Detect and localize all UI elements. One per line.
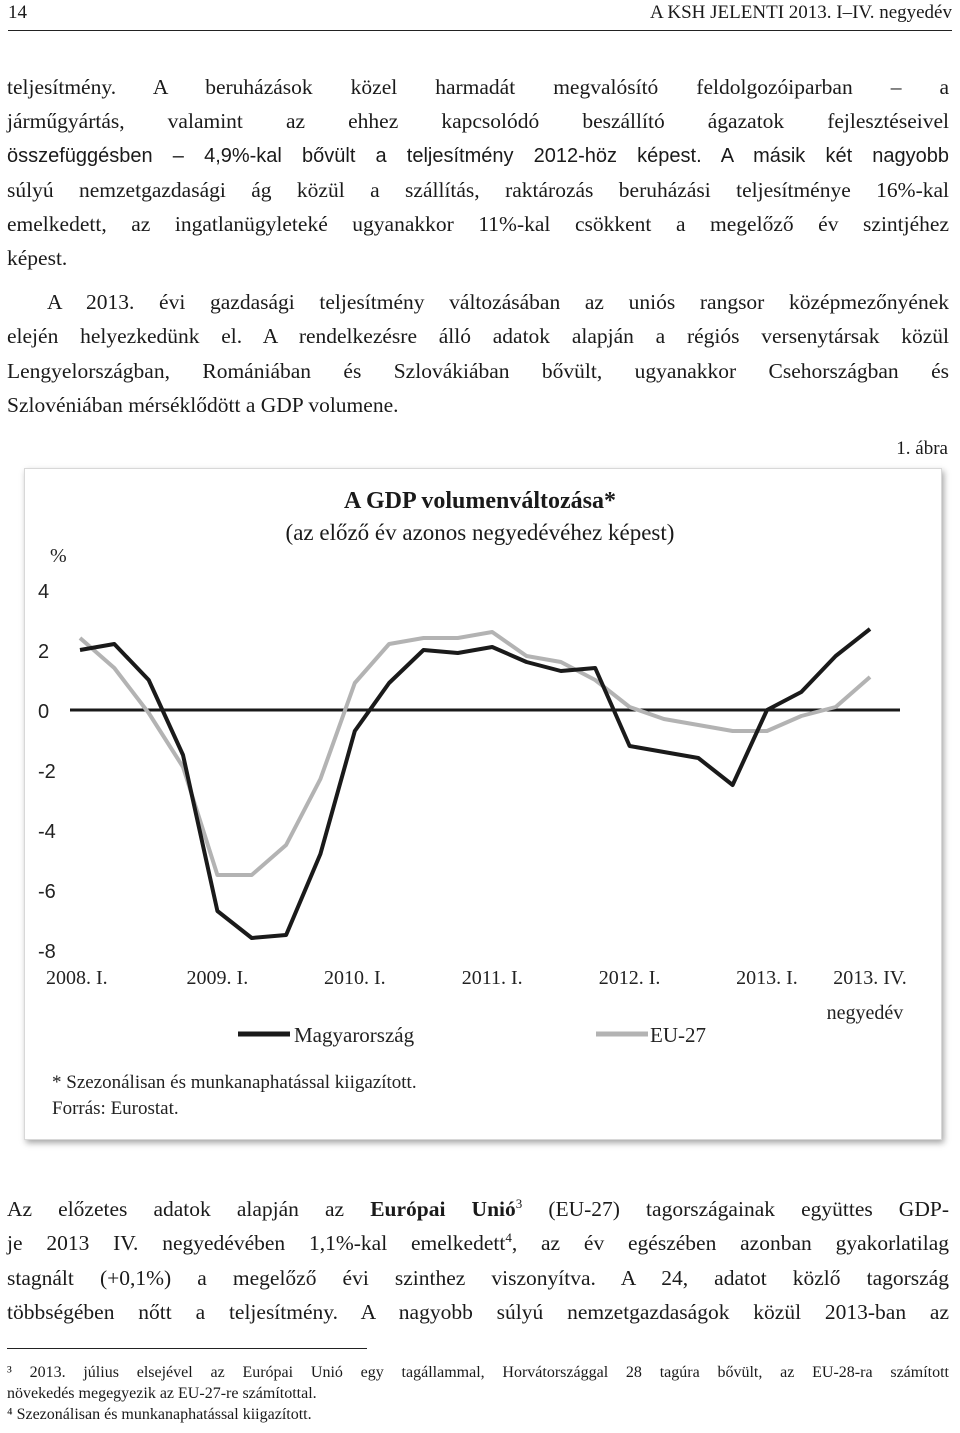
chart-source: Forrás: Eurostat.: [52, 1098, 179, 1119]
y-tick-label: 4: [38, 581, 50, 603]
text-line: A 2013. évi gazdasági teljesítmény változásában az uniós rangsor középmezőnyének: [47, 290, 949, 314]
text-line: járműgyártás, valamint az ehhez kapcsolódó beszállító ágazatok fejlesztéseivel: [7, 109, 949, 134]
text-line: súlyú nemzetgazdasági ág közül a szállítás, raktározás beruházási teljesítménye 16%-kal: [7, 177, 949, 202]
y-axis-label: %: [50, 545, 67, 567]
chart-subtitle: (az előző év azonos negyedévéhez képest): [285, 520, 675, 545]
bold-term: Európai Unió: [370, 1197, 516, 1221]
y-tick-label: -4: [38, 821, 56, 843]
footnote-3-line: ³ 2013. július elsejével az Európai Unió egy tagállammal, Horvátországgal 28 tagúra bővült, az EU-28-ra számított: [7, 1364, 949, 1381]
text-line: képest.: [7, 246, 68, 271]
y-tick-label: -8: [38, 941, 56, 963]
text-line: teljesítmény. A beruházások közel harmadát megvalósító feldolgozóiparban – a: [7, 75, 949, 99]
text-line: elején helyezkedünk el. A rendelkezésre álló adatok alapján a régiós versenytársak közül: [7, 324, 949, 349]
text-fragment: A másik két nagyobb: [720, 144, 950, 167]
series-layer: [80, 629, 870, 938]
legend: [238, 1023, 706, 1047]
text-line: [7, 1226, 949, 1260]
y-tick-label: 0: [38, 701, 50, 723]
x-tick-label: 2010. I.: [323, 967, 386, 989]
running-title: A KSH JELENTI 2013. I–IV. negyedév: [649, 2, 952, 23]
x-tick-label: 2013. IV.: [833, 967, 907, 989]
plot-area: [80, 580, 900, 950]
y-tick-label: -2: [38, 761, 56, 783]
chart-title: A GDP volumenváltozása*: [343, 488, 616, 514]
y-tick-label: 2: [38, 641, 50, 663]
footnote-4: ⁴ Szezonálisan és munkanaphatással kiigazított.: [7, 1406, 312, 1423]
text-fragment: je 2013 IV. negyedévében 1,1%-kal emelkedett: [7, 1231, 506, 1256]
x-tick-label: 2009. I.: [186, 967, 249, 989]
footnote-rule: [7, 1348, 367, 1349]
text-fragment: (EU-27) tagországainak együttes GDP-: [522, 1197, 949, 1221]
y-tick-label: -6: [38, 881, 56, 903]
text-fragment: , az év egészében azonban gyakorlatilag: [511, 1231, 949, 1256]
paragraph-eu: [7, 1192, 949, 1329]
y-tick-labels: [38, 581, 56, 963]
x-tick-label: 2011. I.: [461, 967, 523, 989]
legend-label-hungary: Magyarország: [294, 1023, 415, 1047]
figure-label: 1. ábra: [896, 438, 948, 459]
text-line: stagnált (+0,1%) a megelőző évi szinthez viszonyítva. A 24, adatot közlő tagország: [7, 1265, 949, 1290]
x-tick-label: 2008. I.: [46, 967, 108, 989]
text-line: Szlovéniában mérséklődött a GDP volumene.: [7, 392, 399, 417]
x-axis-label: negyedév: [826, 1002, 904, 1024]
text-line: [7, 1192, 949, 1226]
footnote-ref[interactable]: 3: [515, 1195, 523, 1211]
text-fragment: Az előzetes adatok alapján az: [7, 1197, 371, 1221]
text-line: emelkedett, az ingatlanügyleteké ugyanakkor 11%-kal csökkent a megelőző év szintjéhez: [7, 212, 949, 237]
chart-footnote: * Szezonálisan és munkanaphatással kiigazított.: [52, 1072, 417, 1093]
series-line-eu: [80, 632, 870, 875]
x-tick-labels: [46, 967, 907, 989]
text-line: Lengyelországban, Romániában és Szlovákiában bővült, ugyanakkor Csehországban és: [7, 358, 949, 383]
page-number: 14: [8, 2, 27, 23]
text-fragment: összefüggésben – 4,9%-kal bővült a teljesítmény 2012-höz képest.: [7, 144, 702, 167]
footnote-3-line: növekedés megegyezik az EU-27-re számítottal.: [7, 1385, 317, 1402]
x-tick-label: 2013. I.: [736, 967, 798, 989]
footnotes: [7, 1362, 949, 1425]
series-line-hu: [80, 629, 870, 938]
footnote-ref[interactable]: 4: [505, 1230, 512, 1246]
x-tick-label: 2012. I.: [598, 967, 661, 989]
text-line: többségében nőtt a teljesítmény. A nagyobb súlyú nemzetgazdaságok közül 2013-ban az: [7, 1299, 949, 1324]
legend-label-eu27: EU-27: [650, 1023, 706, 1047]
